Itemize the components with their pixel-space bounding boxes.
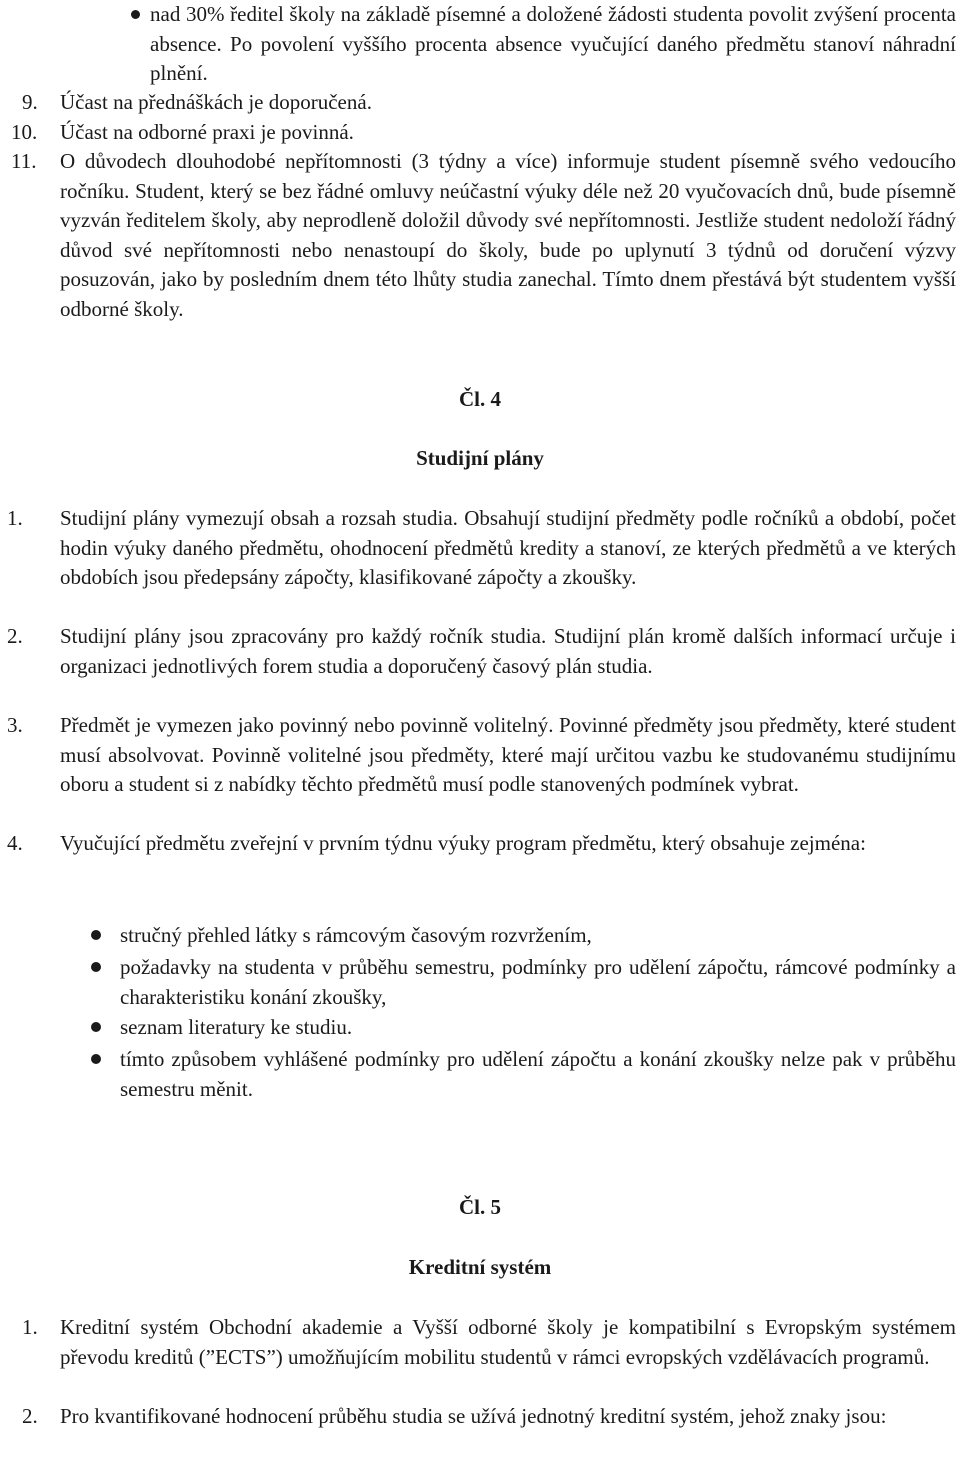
- item-text: Kreditní systém Obchodní akademie a Vyšší odborné školy je kompatibilní s Evropským systémem převodu kreditů (”ECTS”) umožňujícím mobilitu studentů v rámci evropských vzdělávacích programů.: [60, 1315, 956, 1369]
- article-heading: Čl. 5: [459, 1195, 501, 1219]
- article-heading: Čl. 4: [459, 387, 501, 411]
- bullet-icon: [91, 930, 101, 940]
- item-number: 11.: [11, 149, 37, 173]
- bullet-icon: [91, 962, 101, 972]
- item-text: Pro kvantifikované hodnocení průběhu studia se užívá jednotný kreditní systém, jehož znaky jsou:: [60, 1404, 887, 1428]
- item-number: 2.: [7, 624, 23, 648]
- item-text: Účast na odborné praxi je povinná.: [60, 120, 354, 144]
- bullet-icon: [91, 1022, 101, 1032]
- item-number: 10.: [11, 120, 38, 144]
- bullet-text: nad 30% ředitel školy na základě písemné a doložené žádosti studenta povolit zvýšení procenta absence. Po povolení vyššího procenta absence vyučující daného předmětu stanoví náhradní plnění.: [150, 2, 956, 85]
- item-text: O důvodech dlouhodobé nepřítomnosti (3 týdny a více) informuje student písemně svého vedoucího ročníku. Student, který se bez řádné omluvy neúčastní výuky déle než 20 vyučovacích dnů, bude písemně vyzván ředitelem školy, aby neprodleně doložil důvody své nepřítomnosti. Jestliže student nedoloží řádný důvod své nepřítomnosti nebo nenastoupí do školy, bude po uplynutí 3 týdnů od doručení výzvy posuzován, jako by posledním dnem této lhůty studia zanechal. Tímto dnem přestává být studentem vyšší odborné školy.: [60, 149, 956, 321]
- item-number: 2.: [22, 1404, 38, 1428]
- bullet-text: seznam literatury ke studiu.: [120, 1015, 353, 1039]
- item-number: 3.: [7, 713, 23, 737]
- bullet-icon: [91, 1054, 101, 1064]
- item-text: Předmět je vymezen jako povinný nebo povinně volitelný. Povinné předměty jsou předměty, které student musí absolvovat. Povinně volitelné jsou předměty, které mají určitou vazbu ke studovanému studijnímu oboru a student si z nabídky těchto předmětů musí podle stanovených podmínek vybrat.: [60, 713, 956, 796]
- item-number: 1.: [7, 506, 23, 530]
- item-text: Vyučující předmětu zveřejní v prvním týdnu výuky program předmětu, který obsahuje zejména:: [60, 831, 866, 855]
- bullet-text: požadavky na studenta v průběhu semestru, podmínky pro udělení zápočtu, rámcové podmínky a charakteristiku konání zkoušky,: [120, 955, 956, 1009]
- article-title: Studijní plány: [416, 446, 544, 470]
- item-text: Účast na přednáškách je doporučená.: [60, 90, 372, 114]
- article-title: Kreditní systém: [408, 1255, 552, 1279]
- item-number: 4.: [7, 831, 23, 855]
- item-text: Studijní plány vymezují obsah a rozsah studia. Obsahují studijní předměty podle ročníků a období, počet hodin výuky daného předmětu, ohodnocení předmětů kredity a stanoví, ze kterých předmětů a ve kterých obdobích jsou předepsány zápočty, klasifikované zápočty a zkoušky.: [60, 506, 956, 589]
- item-number: 1.: [22, 1315, 38, 1339]
- item-number: 9.: [22, 90, 38, 114]
- bullet-icon: [131, 10, 140, 19]
- bullet-text: tímto způsobem vyhlášené podmínky pro udělení zápočtu a konání zkoušky nelze pak v průběhu semestru měnit.: [120, 1047, 956, 1101]
- bullet-text: stručný přehled látky s rámcovým časovým rozvržením,: [120, 923, 592, 947]
- item-text: Studijní plány jsou zpracovány pro každý ročník studia. Studijní plán kromě dalších informací určuje i organizaci jednotlivých forem studia a doporučený časový plán studia.: [60, 624, 956, 678]
